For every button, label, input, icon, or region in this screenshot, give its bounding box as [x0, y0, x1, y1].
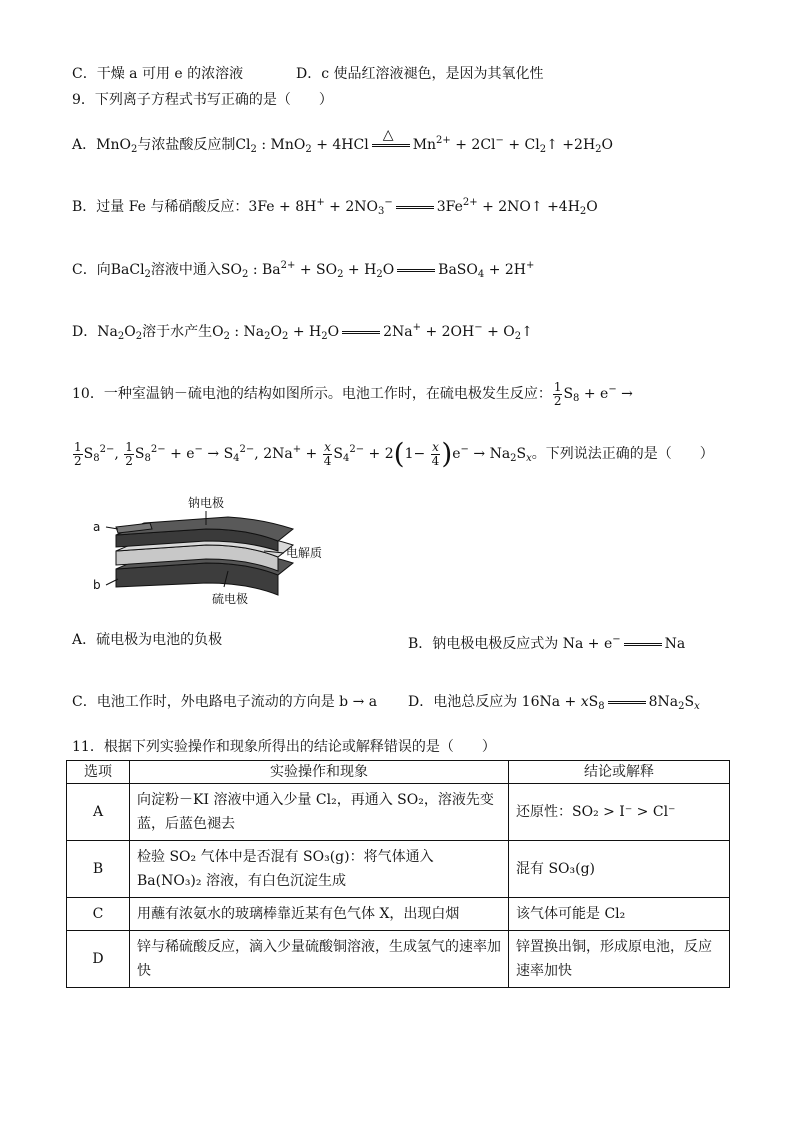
experiment-table [66, 760, 730, 988]
terminal-b-label: b [93, 578, 101, 592]
option-c: C．干燥 a 可用 e 的浓溶液 [72, 66, 244, 82]
option-d: D．c 使品红溶液褪色，是因为其氧化性 [296, 66, 544, 82]
heat-arrow: △ [372, 144, 410, 147]
sodium-sulfur-battery-diagram [88, 487, 338, 609]
table-row: C 用蘸有浓氨水的玻璃棒靠近某有色气体 X，出现白烟 该气体可能是 Cl₂ [67, 898, 730, 931]
q10-option-a: A．硫电极为电池的负极 [72, 632, 223, 648]
q10-option-d: D．电池总反应为 $16Na + xS_8$ $8Na_2S_x$ [408, 694, 700, 712]
sulfur-electrode-label: 硫电极 [212, 592, 249, 606]
q10-option-b: B．钠电极电极反应式为 Na + e− Na [408, 634, 686, 652]
col-header-operation: 实验操作和现象 [130, 761, 509, 784]
electrolyte-label: 电解质 [286, 546, 323, 560]
option-d-line [296, 64, 544, 84]
q10-option-c: C．电池工作时，外电路电子流动的方向是 b → a [72, 694, 378, 710]
col-header-option: 选项 [67, 761, 130, 784]
col-header-conclusion: 结论或解释 [509, 761, 730, 784]
q11-stem: 11．根据下列实验操作和现象所得出的结论或解释错误的是（ ） [72, 739, 496, 755]
q10-stem-1: 10．一种室温钠－硫电池的结构如图所示。电池工作时，在硫电极发生反应： $\frac{1}{2}$ $S_8 + e^-$ → [72, 379, 633, 408]
q9-stem: 9．下列离子方程式书写正确的是（ ） [72, 92, 333, 108]
q9-option-a: A．MnO$_2$与浓盐酸反应制$Cl_2$ : MnO$_2$ + 4HCl △ $Mn^{2+} + 2Cl^-$ + $Cl_2↑ +2H_2O$ [72, 126, 614, 155]
table-row: B 检验 SO₂ 气体中是否混有 SO₃(g)：将气体通入 Ba(NO₃)₂ 溶液，有白色沉淀生成 混有 SO₃(g) [67, 841, 730, 898]
q10-stem-2: $\frac{1}{2}$ $S_8^{2-}$, $\frac{1}{2}$ $S_8^{2-} + e^- \to S_4^{2-}$, 2Na+ + $\frac{x}{4}$ $S_4^{2-} + 2(1-$ $\frac{x}{4}$ )$e^- \to Na_2S_x$。下列说法正确的是（ ） [74, 437, 714, 470]
q9-option-d: D．$Na_2O_2$溶于水产生$O_2$ : $Na_2O_2 + H_2O$ $2Na^+ + 2OH^- + O_2↑$ [72, 322, 533, 342]
q9-option-c: C．向BaCl$_2$溶液中通入$SO_2$ : $Ba^{2+} + SO_2 + H_2O$ BaSO$_4$ + 2H+ [72, 260, 535, 280]
table-header-row [67, 761, 730, 784]
sodium-electrode-label: 钠电极 [188, 496, 225, 510]
q9-option-b: B．过量 Fe 与稀硝酸反应：$3Fe + 8H^+ + 2NO_3^-$ $3Fe^{2+}$ + 2NO↑ $+4H_2O$ [72, 197, 598, 217]
table-row: D 锌与稀硫酸反应，滴入少量硫酸铜溶液，生成氢气的速率加快 锌置换出铜，形成原电池，反应速率加快 [67, 931, 730, 988]
table-row: A 向淀粉－KI 溶液中通入少量 Cl₂，再通入 SO₂，溶液先变蓝，后蓝色褪去 还原性：SO₂ > I⁻ > Cl⁻ [67, 784, 730, 841]
terminal-a-label: a [93, 520, 101, 534]
option-c-line [72, 64, 243, 84]
